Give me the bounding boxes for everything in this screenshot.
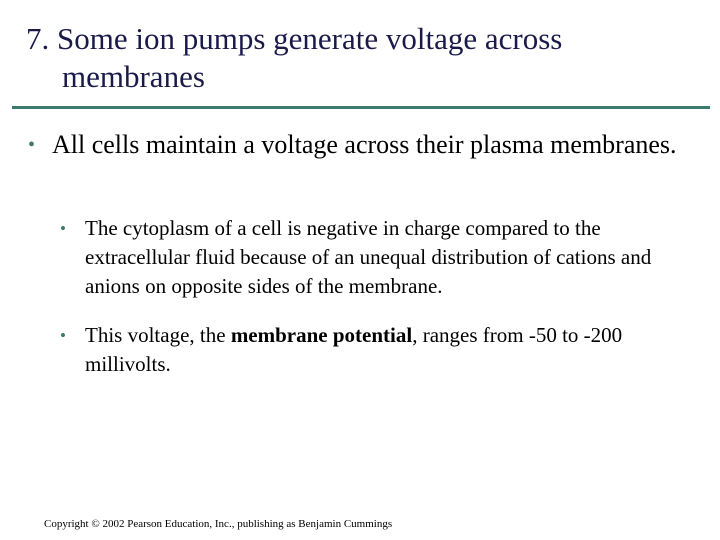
- bullet-text: The cytoplasm of a cell is negative in charge compared to the extracellular fluid because of an unequal distribution of cations and anions on opposite sides of the membrane.: [85, 216, 652, 298]
- bullet-icon: •: [60, 326, 66, 345]
- bullet-text: [60, 321, 710, 379]
- title-underline: [12, 106, 710, 109]
- bullet-icon: •: [60, 219, 66, 238]
- bullet-text-before: This voltage, the: [85, 323, 231, 347]
- bullet-level-2: [60, 214, 710, 301]
- bullet-text: All cells maintain a voltage across their plasma membranes.: [52, 130, 677, 159]
- bullet-icon: •: [28, 134, 36, 156]
- bullet-level-1: [28, 128, 688, 162]
- bullet-level-2: [60, 321, 710, 379]
- copyright-footer: Copyright © 2002 Pearson Education, Inc., publishing as Benjamin Cummings: [44, 518, 393, 530]
- membrane-potential-term: membrane potential: [230, 323, 413, 347]
- slide-title-line-2: membranes: [62, 59, 205, 94]
- bullet-text-after: , ranges from -50 to -200 millivolts.: [85, 323, 623, 376]
- slide-title-line-1: 7. Some ion pumps generate voltage across: [26, 21, 563, 56]
- slide-title: [26, 20, 706, 96]
